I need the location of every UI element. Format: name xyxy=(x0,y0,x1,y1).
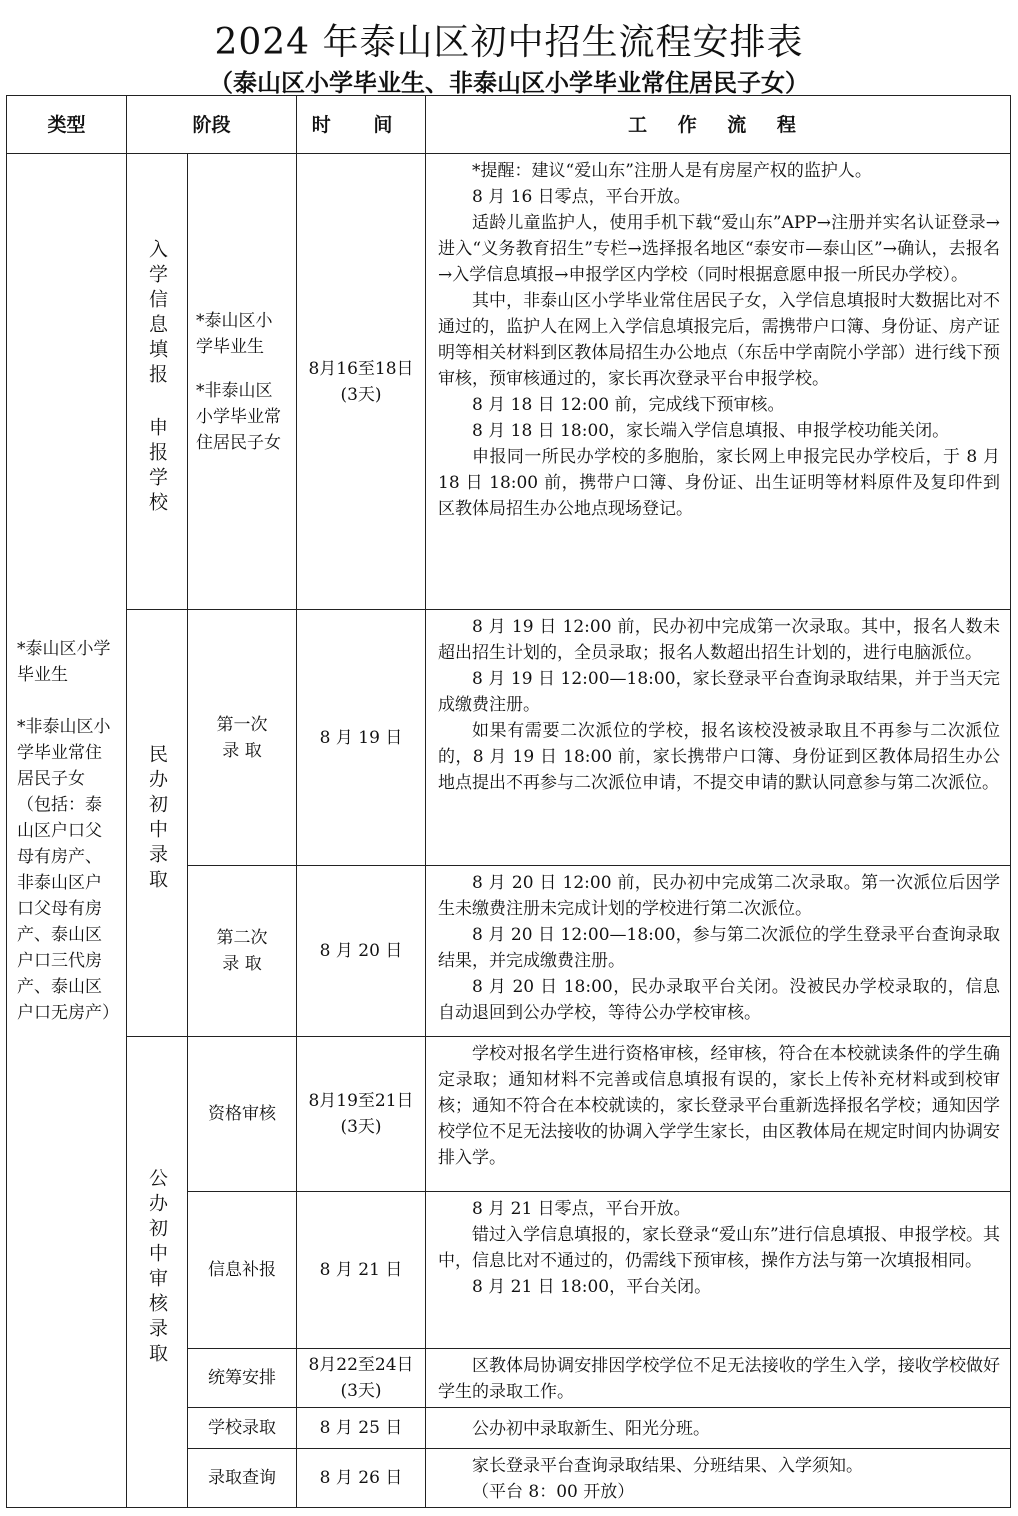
flow-item: 区教体局协调安排因学校学位不足无法接收的学生入学，接收学校做好学生的录取工作。 xyxy=(438,1356,1001,1402)
stage-label: 公办初中审核录取 xyxy=(146,1168,168,1368)
flow-item: 8 月 21 日 18:00，平台关闭。 xyxy=(472,1277,712,1297)
time-range: 8月19至21日 xyxy=(308,1091,414,1111)
header-flow: 工 作 流 程 xyxy=(426,96,1011,154)
substage-result-query: 录取查询 xyxy=(188,1449,297,1508)
flow-cell xyxy=(426,1408,1011,1449)
table-row xyxy=(7,1037,1011,1192)
substage-local: *泰山区小学毕业生 xyxy=(196,310,273,357)
flow-item: 8 月 18 日 18:00，家长端入学信息填报、申报学校功能关闭。 xyxy=(472,421,950,441)
time-cell: 8 月 20 日 xyxy=(297,866,426,1037)
flow-cell xyxy=(426,1192,1011,1349)
type-local-graduates: *泰山区小学毕业生 xyxy=(17,638,111,685)
time-cell: 8 月 26 日 xyxy=(297,1449,426,1508)
flow-item: 8 月 20 日 12:00 前，民办初中完成第二次录取。第一次派位后因学生未缴费注册未完成计划的学校进行第二次派位。 xyxy=(438,873,1001,919)
time-range: 8月22至24日 xyxy=(308,1355,414,1375)
flow-item: 如果有需要二次派位的学校，报名该校没被录取且不再参与二次派位的，8 月 19 日 18:00 前，家长携带户口簿、身份证到区教体局招生办公地点提出不再参与二次派位申请，不提交申请的默认同意参与第二次派位。 xyxy=(438,721,1001,793)
flow-item: 错过入学信息填报的，家长登录“爱山东”进行信息填报、申报学校。其中，信息比对不通过的，仍需线下预审核，操作方法与第一次填报相同。 xyxy=(438,1225,1001,1271)
flow-item: 8 月 20 日 12:00—18:00，参与第二次派位的学生登录平台查询录取结果，并完成缴费注册。 xyxy=(438,925,1001,971)
time-cell: 8 月 21 日 xyxy=(297,1192,426,1349)
time-cell: 8 月 19 日 xyxy=(297,610,426,866)
flow-item: 8 月 18 日 12:00 前，完成线下预审核。 xyxy=(472,395,785,415)
substage-second-round: 第二次 xyxy=(216,928,268,948)
time-cell xyxy=(297,154,426,610)
flow-item: 8 月 20 日 18:00，民办录取平台关闭。没被民办学校录取的，信息自动退回到公办学校，等待公办学校审核。 xyxy=(438,977,1001,1023)
header-type: 类型 xyxy=(7,96,127,154)
substage-coordination: 统筹安排 xyxy=(188,1349,297,1408)
flow-reminder: *提醒：建议“爱山东”注册人是有房屋产权的监护人。 xyxy=(472,161,872,181)
substage-nonlocal: *非泰山区小学毕业常住居民子女 xyxy=(196,380,281,453)
flow-cell xyxy=(426,610,1011,866)
substage-qualification-review: 资格审核 xyxy=(188,1037,297,1192)
time-range: 8月16至18日 xyxy=(308,358,414,379)
type-nonlocal-graduates: *非泰山区小学毕业常住居民子女 xyxy=(17,716,111,789)
time-cell: 8 月 25 日 xyxy=(297,1408,426,1449)
flow-cell xyxy=(426,1037,1011,1192)
flow-item: 8 月 19 日 12:00—18:00，家长登录平台查询录取结果，并于当天完成缴费注册。 xyxy=(438,669,1001,715)
stage-public-review xyxy=(127,1037,188,1508)
flow-cell xyxy=(426,1449,1011,1508)
stage-private-admission xyxy=(127,610,188,1037)
time-duration: (3天) xyxy=(340,1117,382,1137)
substage-cell xyxy=(188,866,297,1037)
type-cell xyxy=(7,154,127,1508)
time-cell xyxy=(297,1037,426,1192)
header-stage: 阶段 xyxy=(127,96,297,154)
flow-note: （平台 8：00 开放） xyxy=(472,1482,635,1502)
flow-item: 申报同一所民办学校的多胞胎，家长网上申报完民办学校后，于 8 月 18 日 18:00 前，携带户口簿、身份证、出生证明等材料原件及复印件到区教体局招生办公地点现场登记。 xyxy=(438,447,1001,519)
substage-school-admission: 学校录取 xyxy=(188,1408,297,1449)
flow-item: 公办初中录取新生、阳光分班。 xyxy=(472,1419,711,1439)
flow-cell xyxy=(426,1349,1011,1408)
time-duration: (3天) xyxy=(340,1381,382,1401)
stage-label: 民办初中录取 xyxy=(146,744,168,894)
schedule-table xyxy=(6,95,1011,1508)
substage-admission: 录 取 xyxy=(222,954,262,974)
substage-cell xyxy=(188,610,297,866)
flow-item: 8 月 21 日零点，平台开放。 xyxy=(472,1199,691,1219)
type-includes-note: （包括：泰山区户口父母有房产、非泰山区户口父母有房产、泰山区户口三代房产、泰山区户口无房产） xyxy=(17,794,119,1023)
flow-cell xyxy=(426,866,1011,1037)
substage-first-round: 第一次 xyxy=(216,714,268,735)
substage-supplementary: 信息补报 xyxy=(188,1192,297,1349)
flow-item: 8 月 16 日零点，平台开放。 xyxy=(472,187,691,207)
time-cell xyxy=(297,1349,426,1408)
time-duration: (3天) xyxy=(340,384,382,405)
flow-item: 学校对报名学生进行资格审核，经审核，符合在本校就读条件的学生确定录取；通知材料不完善或信息填报有误的，家长上传补充材料或到校审核；通知不符合在本校就读的，家长登录平台重新选择报名学校；通知因学校学位不足无法接收的协调入学学生家长，由区教体局在规定时间内协调安排入学。 xyxy=(438,1044,1001,1168)
flow-item: 适龄儿童监护人，使用手机下载“爱山东”APP→注册并实名认证登录→进入“义务教育招生”专栏→选择报名地区“泰安市—泰山区”→确认，去报名→入学信息填报→申报学区内学校（同时根据意愿申报一所民办学校）。 xyxy=(438,213,1001,285)
substage-admission: 录 取 xyxy=(222,740,262,761)
flow-item: 家长登录平台查询录取结果、分班结果、入学须知。 xyxy=(472,1456,864,1476)
substage-cell xyxy=(188,154,297,610)
flow-item: 其中，非泰山区小学毕业常住居民子女，入学信息填报时大数据比对不通过的，监护人在网上入学信息填报完后，需携带户口簿、身份证、房产证明等相关材料到区教体局招生办公地点（东岳中学南院小学部）进行线下预审核，预审核通过的，家长再次登录平台申报学校。 xyxy=(438,291,1001,389)
stage-label: 入学信息填报 申报学校 xyxy=(146,238,168,517)
header-time: 时 间 xyxy=(297,96,426,154)
table-row xyxy=(7,154,1011,610)
flow-item: 8 月 19 日 12:00 前，民办初中完成第一次录取。其中，报名人数未超出招生计划的，全员录取；报名人数超出招生计划的，进行电脑派位。 xyxy=(438,617,1001,663)
stage-info-filling xyxy=(127,154,188,610)
table-header-row xyxy=(7,96,1011,154)
table-row xyxy=(7,610,1011,866)
page-title: 2024 年泰山区初中招生流程安排表 xyxy=(214,22,804,63)
flow-cell xyxy=(426,154,1011,610)
page-subtitle: （泰山区小学毕业生、非泰山区小学毕业常住居民子女） xyxy=(209,68,809,97)
